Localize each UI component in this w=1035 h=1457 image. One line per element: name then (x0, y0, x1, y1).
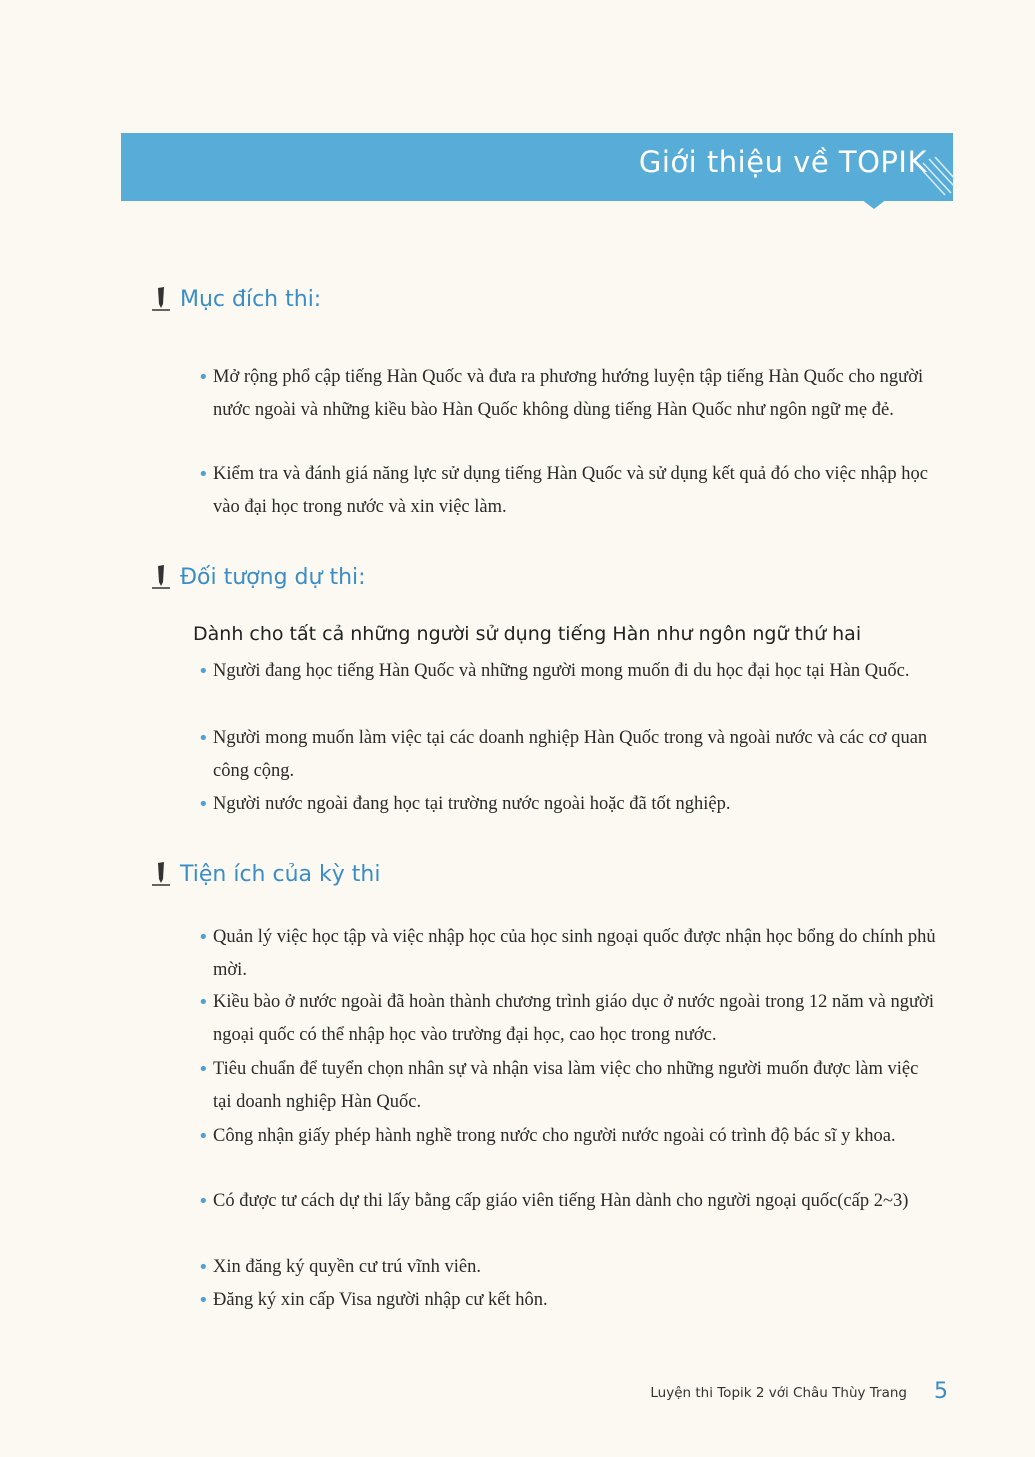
bullet-icon: • (198, 661, 209, 682)
pencil-icon (150, 861, 174, 887)
section-heading-text: Mục đích thi: (180, 286, 322, 312)
bullet-icon: • (198, 367, 209, 388)
list-item: • Đăng ký xin cấp Visa người nhập cư kết hôn. (198, 1284, 938, 1317)
list-item: • Có được tư cách dự thi lấy bằng cấp giáo viên tiếng Hàn dành cho người ngoại quốc(cấp 2~3) (198, 1185, 938, 1218)
bullet-icon: • (198, 992, 209, 1013)
bullet-icon: • (198, 1126, 209, 1147)
list-item: • Người nước ngoài đang học tại trường nước ngoài hoặc đã tốt nghiệp. (198, 788, 938, 821)
list-item: • Người mong muốn làm việc tại các doanh nghiệp Hàn Quốc trong và ngoài nước và các cơ quan công cộng. (198, 722, 938, 788)
pencil-decoration-icon (921, 155, 955, 201)
list-item: • Xin đăng ký quyền cư trú vĩnh viên. (198, 1251, 938, 1284)
pencil-icon (150, 286, 174, 312)
list-item: • Mở rộng phổ cập tiếng Hàn Quốc và đưa ra phương hướng luyện tập tiếng Hàn Quốc cho người nước ngoài và những kiều bào Hàn Quốc không dùng tiếng Hàn Quốc như ngôn ngữ mẹ đẻ. (198, 361, 938, 427)
section-heading-muc-dich (150, 286, 321, 312)
list-item: • Kiểm tra và đánh giá năng lực sử dụng tiếng Hàn Quốc và sử dụng kết quả đó cho việc nhập học vào đại học trong nước và xin việc làm. (198, 458, 938, 524)
bullet-icon: • (198, 1191, 209, 1212)
section-heading-text: Tiện ích của kỳ thi (180, 861, 381, 887)
list-item: • Người đang học tiếng Hàn Quốc và những người mong muốn đi du học đại học tại Hàn Quốc. (198, 655, 938, 688)
banner-notch (861, 199, 887, 209)
bullet-icon: • (198, 464, 209, 485)
section-heading-tien-ich (150, 861, 380, 887)
footer-credit: Luyện thi Topik 2 với Châu Thùy Trang (650, 1385, 907, 1401)
page-title: Giới thiệu về TOPIK (638, 145, 927, 179)
section-heading-doi-tuong (150, 564, 366, 590)
bullet-icon: • (198, 794, 209, 815)
bullet-icon: • (198, 728, 209, 749)
section-heading-text: Đối tượng dự thi: (180, 564, 366, 590)
list-item: • Tiêu chuẩn để tuyển chọn nhân sự và nhận visa làm việc cho những người muốn được làm việc tại doanh nghiệp Hàn Quốc. (198, 1053, 938, 1119)
bullet-icon: • (198, 1257, 209, 1278)
list-item: • Kiều bào ở nước ngoài đã hoàn thành chương trình giáo dục ở nước ngoài trong 12 năm và người ngoại quốc có thể nhập học vào trường đại học, cao học trong nước. (198, 986, 938, 1052)
title-banner (121, 133, 953, 201)
bullet-icon: • (198, 927, 209, 948)
page-number: 5 (934, 1379, 948, 1404)
bullet-icon: • (198, 1059, 209, 1080)
bullet-icon: • (198, 1290, 209, 1311)
pencil-icon (150, 564, 174, 590)
list-item: • Công nhận giấy phép hành nghề trong nước cho người nước ngoài có trình độ bác sĩ y khoa. (198, 1120, 938, 1153)
section-lead: Dành cho tất cả những người sử dụng tiếng Hàn như ngôn ngữ thứ hai (193, 623, 862, 645)
list-item: • Quản lý việc học tập và việc nhập học của học sinh ngoại quốc được nhận học bổng do chính phủ mời. (198, 921, 938, 987)
